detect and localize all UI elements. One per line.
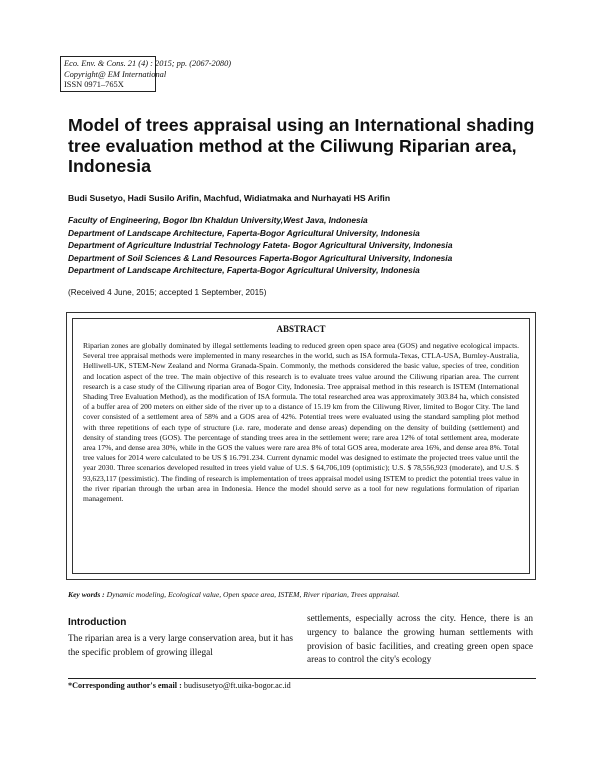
abstract-inner-frame — [72, 318, 530, 574]
affiliation-item: Faculty of Engineering, Bogor Ibn Khaldun University,West Java, Indonesia — [68, 215, 368, 225]
corresponding-author-footnote — [68, 681, 291, 690]
footnote-divider — [68, 678, 536, 679]
abstract-heading: ABSTRACT — [276, 324, 326, 334]
abstract-text: Riparian zones are globally dominated by illegal settlements leading to reduced green open space area (GOS) and negative ecological impacts. Several tree appraisal methods were implemented in many researches in the world, such as ISA formula-Texas, CTLA-USA, Burnley-Australia, Helliwell-UK, STEM-New Zealand and Norma Granada-Spain. Commonly, the methods considered the basic value, species of tree, condition and location aspect of the tree. The main objective of this research is to evaluate trees value around the Ciliwung riparian area. The current research is a case study of the Ciliwung riparian area of Bogor City, Indonesia. Tree appraisal method in this research is ISTEM (International Shading Tree Evaluation Method), as the modification of ISA formula. The total researched area was approximately 303.84 ha, which consisted of a buffer area of 200 meters on either side of the river up to a distance of 15.19 km from the Ciliwung River, limited to Bogor City. The land cover consisted of a settlement area of 58% and a GOS area of 42%. Potential trees were evaluated using the standard sampling plot method with three repetitions of each type of structure (i.e. rare, moderate and dense areas) depending on the density of building (settlement) and density of standing trees (GOS). The percentage of standing trees area in the settlement were; rare area 12% of total settlement area, moderate area 17%, and dense area 30%, while in the GOS the values were rare area 8% of total GOS area, moderate area 16%, and dense area 8%. Total tree values for 2014 were calculated to be US $ 16.791.234. Current dynamic model was designed to estimate the projected trees value until the year 2030. Three scenarios developed resulted in trees yield value of U.S. $ 64,706,109 (optimistic); U.S. $ 78,556,923 (moderate), and U.S. $ 93,623,117 (pessimistic). The finding of research is implementation of trees appraisal model using ISTEM to predict the potential trees value in the river riparian through the urban area in Indonesia. Hence the model should serve as a tool for new regulations formulation of riparian management. — [83, 341, 519, 504]
abstract-box — [66, 312, 536, 580]
affiliation-item: Department of Landscape Architecture, Faperta-Bogor Agricultural University, Indonesia — [68, 265, 420, 275]
author-list: Budi Susetyo, Hadi Susilo Arifin, Machfud, Widiatmaka and Nurhayati HS Arifin — [68, 193, 391, 203]
affiliation-item: Department of Landscape Architecture, Faperta-Bogor Agricultural University, Indonesia — [68, 227, 420, 238]
introduction-left-column: The riparian area is a very large conservation area, but it has the specific problem of growing illegal — [68, 634, 293, 658]
journal-issn: ISSN 0971–765X — [64, 80, 124, 90]
affiliation-item: Department of Agriculture Industrial Technology Fateta- Bogor Agricultural University, Indonesia — [68, 240, 453, 250]
keywords-values: Dynamic modeling, Ecological value, Open space area, ISTEM, River riparian, Trees appraisal. — [106, 590, 400, 599]
keywords-line — [68, 590, 538, 599]
introduction-right-column: settlements, especially across the city. Hence, there is an urgency to balance the growing human settlements with provision of basic facilities, and creating green open space areas to control the city's ecology — [307, 614, 533, 666]
author-email: budisusetyo@ft.uika-bogor.ac.id — [183, 681, 291, 690]
paper-title: Model of trees appraisal using an International shading tree evaluation method at the Ciliwung Riparian area, Indonesia — [68, 115, 535, 177]
footnote-label: *Corresponding author's email : — [68, 681, 182, 690]
journal-citation: Eco. Env. & Cons. 21 (4) : 2015; pp. (2067-2080) — [64, 59, 232, 68]
journal-info-box — [60, 56, 232, 92]
affiliation-item: Department of Soil Sciences & Land Resources Faperta-Bogor Agricultural University, Indonesia — [68, 252, 453, 263]
received-dates: (Received 4 June, 2015; accepted 1 September, 2015) — [68, 288, 267, 297]
keywords-label: Key words : — [68, 590, 105, 599]
affiliation-list — [68, 214, 453, 277]
introduction-heading: Introduction — [68, 617, 127, 628]
journal-copyright: Copyright@ EM International — [64, 69, 167, 79]
